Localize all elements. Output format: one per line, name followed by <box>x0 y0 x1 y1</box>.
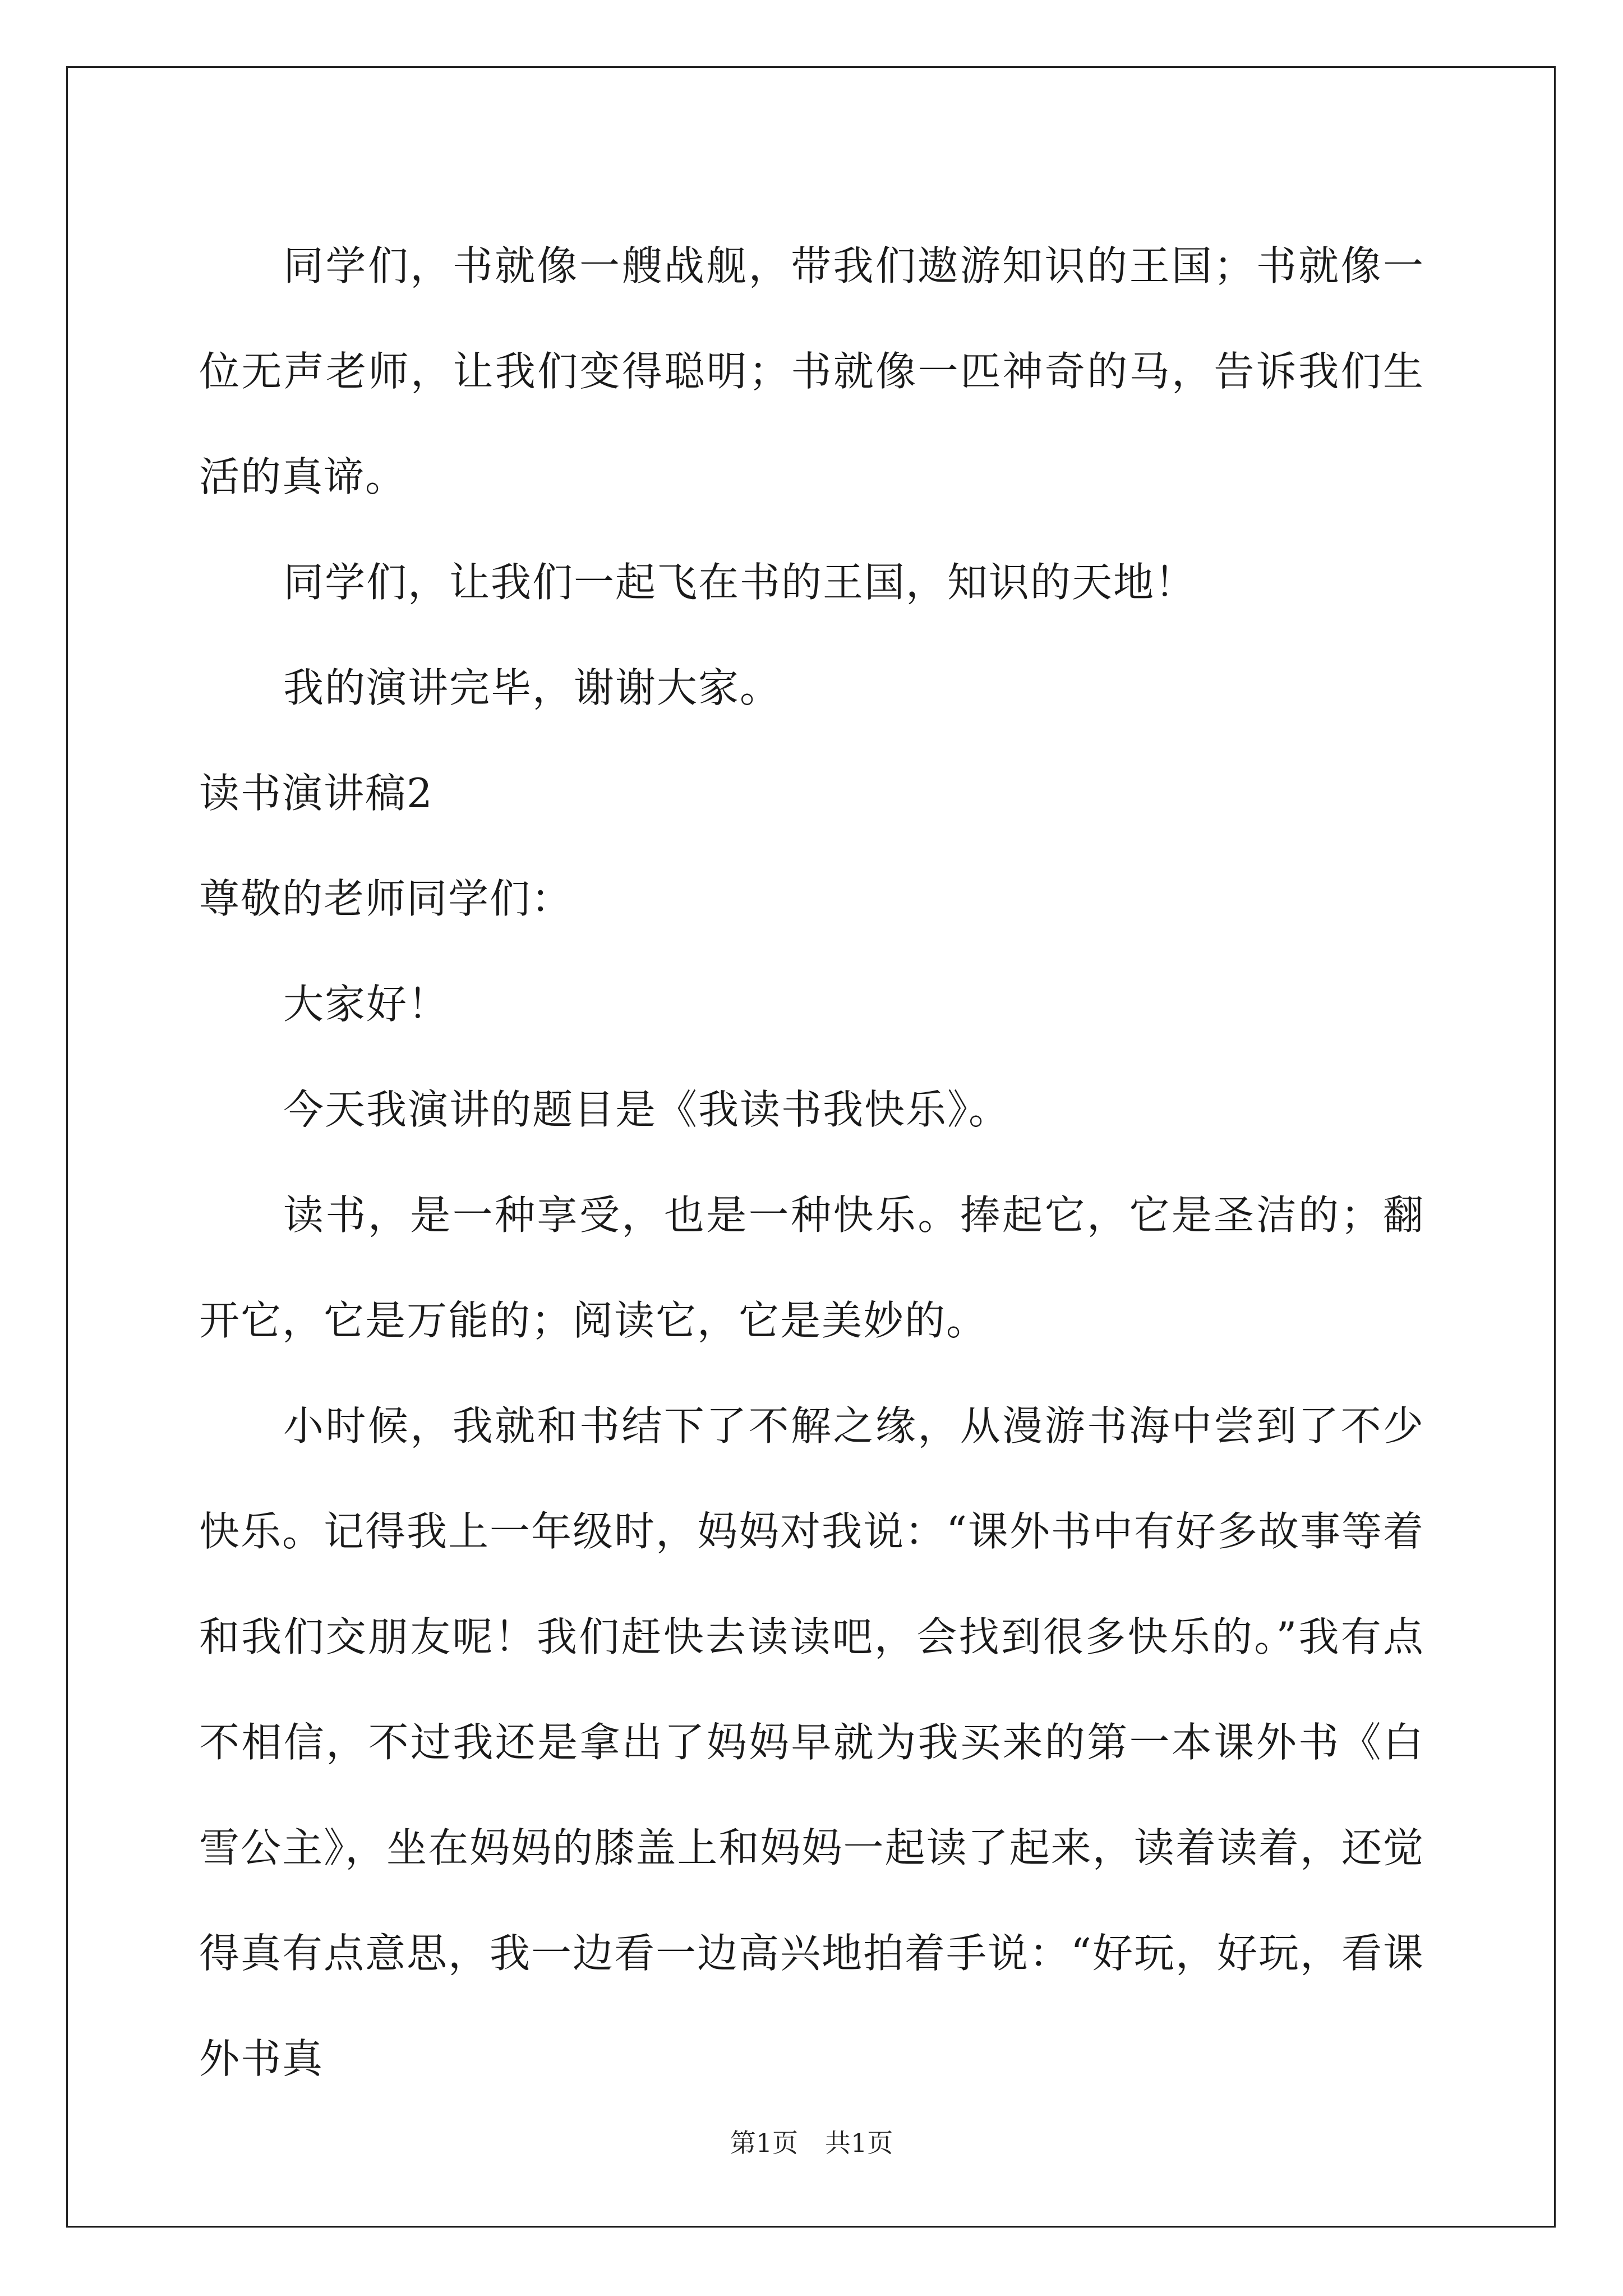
page-footer <box>0 2126 1623 2160</box>
paragraph: 同学们，让我们一起飞在书的王国，知识的天地！ <box>283 559 1197 606</box>
paragraph: 小时候，我就和书结下了不解之缘，从漫游书海中尝到了不少快乐。记得我上一年级时，妈妈对我说：“课外书中有好多故事等着和我们交朋友呢！我们赶快去读读吧，会找到很多快乐的。”我有点不相信，不过我还是拿出了妈妈早就为我买来的第一本课外书《白雪公主》，坐在妈妈的膝盖上和妈妈一起读了起来，读着读着，还觉得真有点意思，我一边看一边高兴地拍着手说：“好玩，好玩，看课外书真 <box>199 1402 1424 2082</box>
paragraph: 读书，是一种享受，也是一种快乐。捧起它，它是圣洁的；翻开它，它是万能的；阅读它，它是美妙的。 <box>199 1191 1424 1344</box>
paragraph: 今天我演讲的题目是《我读书我快乐》。 <box>283 1086 1011 1133</box>
paragraph: 我的演讲完毕，谢谢大家。 <box>283 664 782 711</box>
total-pages: 共1页 <box>825 2128 893 2158</box>
paragraph: 同学们，书就像一艘战舰，带我们遨游知识的王国；书就像一位无声老师，让我们变得聪明；书就像一匹神奇的马，告诉我们生活的真谛。 <box>199 242 1424 500</box>
document-body <box>199 213 1424 2111</box>
salutation: 尊敬的老师同学们： <box>199 875 573 922</box>
section-title: 读书演讲稿2 <box>199 770 434 817</box>
page-number: 第1页 <box>730 2128 798 2158</box>
greeting: 大家好！ <box>283 981 450 1028</box>
